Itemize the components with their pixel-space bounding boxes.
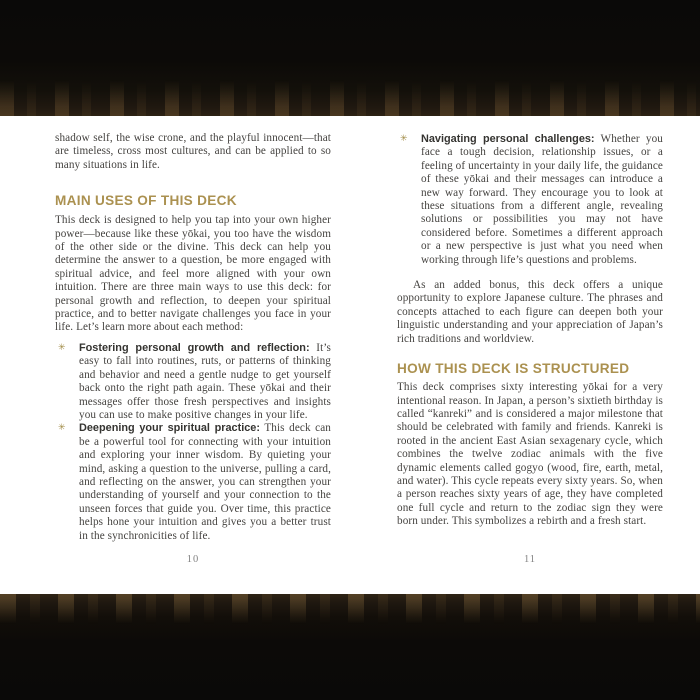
main-uses-paragraph: This deck is designed to help you tap into your own higher power—because like these yōkai, you too have the wisdom of the other side or the divine. This deck can help you determine the answer to a question, be more engaged with spiritual advice, and feel more aligned with your own intuition. There are three main ways to use this deck: for personal growth and reflection, to deepen your spiritual practice, and to better navigate challenges you face in your life. Let’s learn more about each method: [55,214,331,334]
bullet-item-fostering [55,342,331,422]
bullet-item-navigating [397,133,663,267]
right-page [397,132,663,594]
bullet-paragraph [79,422,331,543]
asterisk-bullet-icon: ✳ [58,423,66,434]
added-bonus-paragraph: As an added bonus, this deck offers a unique opportunity to explore Japanese culture. The phrases and concepts attached to each figure can deepen both your linguistic understanding and your appreciation of Japan’s rich traditions and worldview. [397,279,663,345]
left-page [55,132,331,594]
bullet-text: Whether you face a tough decision, relationship issues, or a feeling of uncertainty in your daily life, the guidance of these yōkai and their messages can introduce a new way forward. They encourage you to look at these situations from a different angle, revealing solutions or possibilities you may not have considered before. Sometimes a different approach or a new perspective is just what you need when working through life’s questions and problems. [421,133,663,266]
asterisk-bullet-icon: ✳ [400,134,408,144]
bullet-lead: Deepening your spiritual practice: [79,422,260,435]
bullet-text: This deck can be a powerful tool for connecting with your intuition and exploring your inner wisdom. By quieting your mind, asking a question to the universe, pulling a card, and reflecting on the answer, you can strengthen your understanding of yourself and your connection to the unseen forces that guide you. Over time, this practice helps hone your intuition and gives you a better trust in the synchronicities of life. [79,422,331,542]
heading-main-uses: MAIN USES OF THIS DECK [55,193,237,209]
bullet-lead: Fostering personal growth and reflection: [79,341,310,354]
structure-paragraph: This deck comprises sixty interesting yōkai for a very intentional reason. In Japan, a person’s sixtieth birthday is called “kanreki” and is considered a major milestone that should be celebrated with family and friends. Kanreki is rooted in the ancient East Asian sexagenary cycle, which combines the twelve zodiac animals with the five dynamic elements called gogyo (wood, fire, earth, metal, and water). This cycle repeats every sixty years. So, when a person reaches sixty years of age, they have completed one full cycle and return to the zodiac sign they were born under. This symbolizes a rebirth and a fresh start. [397,381,663,528]
bullet-list-right [397,133,663,267]
bullet-paragraph [421,133,663,267]
page-number-left: 10 [186,554,200,565]
bottom-dark-band [0,594,700,700]
bullet-paragraph [79,342,331,422]
heading-structure: HOW THIS DECK IS STRUCTURED [397,361,630,377]
bullet-text: It’s easy to fall into routines, ruts, or patterns of thinking and behavior and need a gentle nudge to get yourself back onto the right path again. These yōkai and their messages offer those fresh perspectives and insights you can use to make positive changes in your life. [79,341,331,421]
bullet-item-deepening [55,422,331,543]
asterisk-bullet-icon: ✳ [58,342,66,353]
bullet-lead: Navigating personal challenges: [421,133,595,145]
top-dark-band [0,0,700,116]
page-number-right: 11 [523,554,537,565]
bullet-list-left [55,342,331,543]
intro-paragraph: shadow self, the wise crone, and the playful innocent—that are timeless, cross most cultures, and can be applied to so many situations in life. [55,132,331,171]
